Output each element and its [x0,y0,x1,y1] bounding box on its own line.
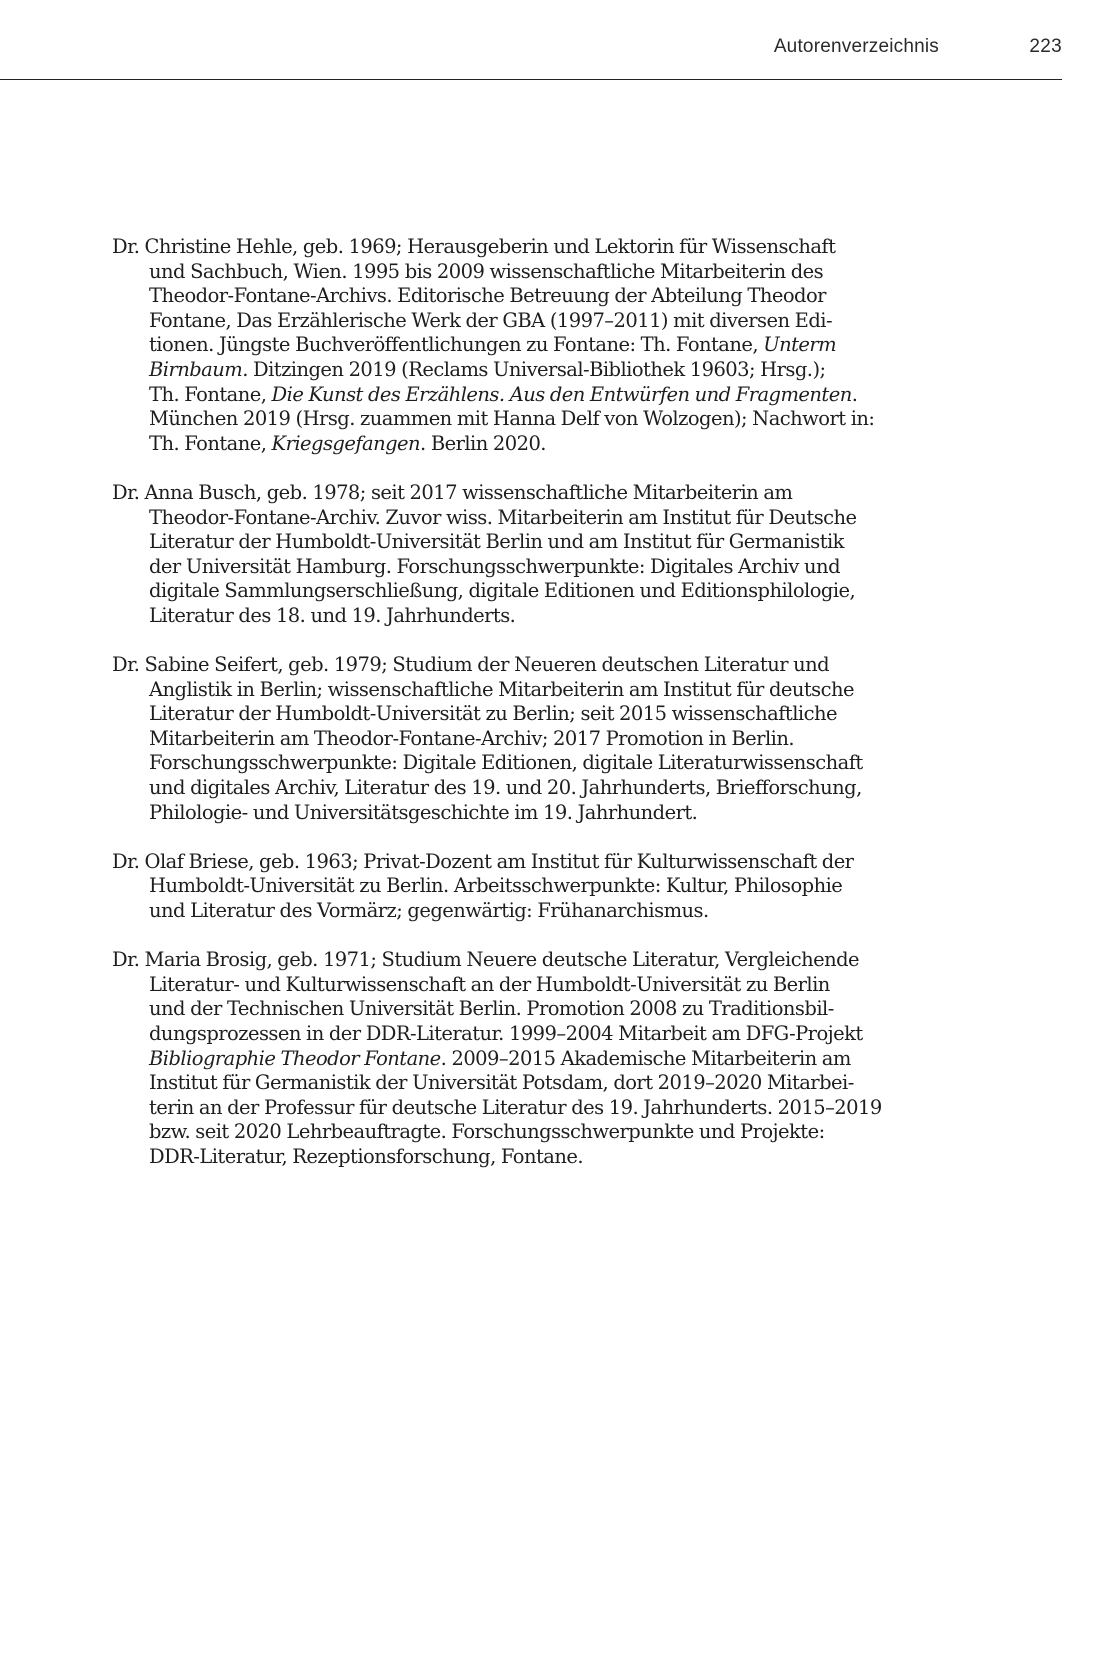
text-segment: digitale Sammlungserschließung, digitale Editionen und Editionsphilologie, [149,579,856,603]
entry-line [112,260,1012,285]
text-segment: Dr. Anna Busch, geb. 1978; seit 2017 wissenschaftliche Mitarbeiterin am [112,480,793,504]
entry-line [112,407,1012,432]
text-segment: Forschungsschwerpunkte: Digitale Editionen, digitale Literaturwissenschaft [149,751,863,775]
entry-first-line [112,481,1012,506]
entry-line [112,579,1012,604]
text-segment: und digitales Archiv, Literatur des 19. und 20. Jahrhunderts, Briefforschung, [149,776,862,800]
entry-line [112,1047,1012,1072]
text-segment: terin an der Professur für deutsche Literatur des 19. Jahrhunderts. 2015–2019 [149,1095,882,1119]
work-title: Bibliographie Theodor Fontane [149,1046,441,1070]
entry-line [112,604,1012,629]
text-segment: und Literatur des Vormärz; gegenwärtig: Frühanarchismus. [149,899,709,923]
text-segment: Dr. Maria Brosig, geb. 1971; Studium Neuere deutsche Literatur, Vergleichende [112,948,860,972]
entry-line [112,1145,1012,1170]
text-segment: München 2019 (Hrsg. zuammen mit Hanna Delf von Wolzogen); Nachwort in: [149,407,875,431]
section-title: Autorenverzeichnis [773,36,939,57]
entry-line [112,1120,1012,1145]
entry-line [112,1022,1012,1047]
text-segment: dungsprozessen in der DDR-Literatur. 1999–2004 Mitarbeit am DFG-Projekt [149,1022,863,1045]
text-segment: und der Technischen Universität Berlin. Promotion 2008 zu Traditionsbil- [149,997,834,1021]
entry-line [112,776,1012,801]
entry-line [112,383,1012,408]
entry-first-line [112,653,1012,678]
text-segment: und Sachbuch, Wien. 1995 bis 2009 wissenschaftliche Mitarbeiterin des [149,259,824,283]
text-segment: Mitarbeiterin am Theodor-Fontane-Archiv; 2017 Promotion in Berlin. [149,726,794,750]
work-title: Die Kunst des Erzählens. Aus den Entwürfen und Fragmenten [271,382,852,406]
text-segment: Anglistik in Berlin; wissenschaftliche Mitarbeiterin am Institut für deutsche [149,677,854,701]
entry-line [112,874,1012,899]
entry-line [112,358,1012,383]
text-segment: . 2009–2015 Akademische Mitarbeiterin am [440,1046,851,1070]
author-entry [112,850,1012,924]
entry-line [112,997,1012,1022]
entry-first-line [112,235,1012,260]
entry-line [112,530,1012,555]
text-segment: Theodor-Fontane-Archivs. Editorische Betreuung der Abteilung Theodor [149,284,826,308]
entry-line [112,333,1012,358]
author-entry [112,948,1012,1169]
text-segment: Th. Fontane, [149,431,272,455]
entry-line [112,555,1012,580]
text-segment: tionen. Jüngste Buchveröffentlichungen zu Fontane: Th. Fontane, [149,333,764,357]
entry-line [112,1096,1012,1121]
entry-line [112,727,1012,752]
text-segment: . [851,382,858,406]
text-segment: Philologie- und Universitätsgeschichte im 19. Jahrhundert. [149,800,698,824]
running-head [0,0,1062,80]
entry-line [112,309,1012,334]
text-segment: Theodor-Fontane-Archiv. Zuvor wiss. Mitarbeiterin am Institut für Deutsche [149,505,857,529]
entry-first-line [112,948,1012,973]
text-segment: Dr. Sabine Seifert, geb. 1979; Studium der Neueren deutschen Literatur und [112,653,830,677]
entry-line [112,973,1012,998]
text-segment: Th. Fontane, [149,382,272,406]
text-segment: bzw. seit 2020 Lehrbeauftragte. Forschungsschwerpunkte und Projekte: [149,1120,825,1144]
work-title: Birnbaum [149,357,243,381]
entry-line [112,899,1012,924]
entry-line [112,801,1012,826]
entry-line [112,751,1012,776]
page-number: 223 [1029,36,1062,57]
entry-first-line [112,850,1012,875]
entry-line [112,678,1012,703]
author-entry [112,653,1012,825]
entry-line [112,702,1012,727]
text-segment: Institut für Germanistik der Universität Potsdam, dort 2019–2020 Mitarbei- [149,1071,854,1095]
author-entry [112,235,1012,456]
text-segment: . Ditzingen 2019 (Reclams Universal-Bibliothek 19603; Hrsg.); [242,357,826,381]
author-directory [112,235,1012,1194]
entry-line [112,506,1012,531]
entry-line [112,284,1012,309]
text-segment: DDR-Literatur, Rezeptionsforschung, Fontane. [149,1144,584,1168]
entry-line [112,432,1012,457]
text-segment: Literatur- und Kulturwissenschaft an der Humboldt-Universität zu Berlin [149,972,830,996]
text-segment: Literatur der Humboldt-Universität Berlin und am Institut für Germanistik [149,530,844,554]
text-segment: der Universität Hamburg. Forschungsschwerpunkte: Digitales Archiv und [149,554,840,578]
text-segment: Literatur der Humboldt-Universität zu Berlin; seit 2015 wissenschaftliche [149,702,837,726]
text-segment: Literatur des 18. und 19. Jahrhunderts. [149,603,516,627]
text-segment: Fontane, Das Erzählerische Werk der GBA (1997–2011) mit diversen Edi- [149,308,832,332]
work-title: Unterm [763,333,837,357]
entry-line [112,1071,1012,1096]
text-segment: Dr. Olaf Briese, geb. 1963; Privat-Dozent am Institut für Kulturwissenschaft der [112,849,854,873]
text-segment: . Berlin 2020. [420,431,546,455]
text-segment: Humboldt-Universität zu Berlin. Arbeitsschwerpunkte: Kultur, Philosophie [149,874,843,898]
work-title: Kriegsgefangen [271,431,421,455]
author-entry [112,481,1012,629]
text-segment: Dr. Christine Hehle, geb. 1969; Herausgeberin und Lektorin für Wissenschaft [112,235,836,258]
